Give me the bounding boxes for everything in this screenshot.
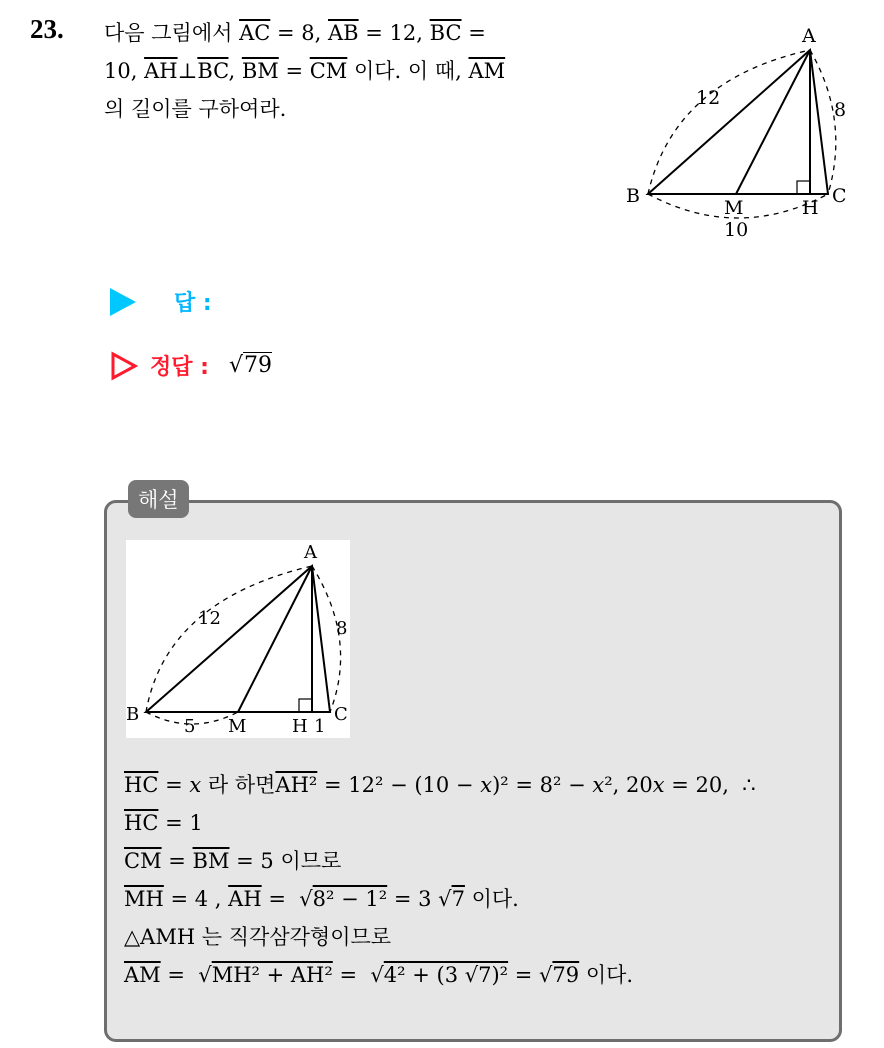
solution-label-bm: 5 (184, 716, 196, 737)
correct-answer-value: √79 (228, 353, 272, 378)
solution-tab: 해설 (128, 480, 189, 518)
correct-answer-row (110, 350, 272, 381)
right-angle-mark (797, 181, 810, 194)
solution-line-5: △AMH 는 직각삼각형이므로 (124, 925, 392, 949)
outline-arrow-icon (110, 351, 138, 381)
triangle-abc (648, 50, 828, 194)
solution-label-m: M (228, 716, 247, 737)
solution-line-2: $\overline{HC} = 1$ (124, 811, 203, 835)
question-line-3: 의 길이를 구하여라. (104, 97, 287, 121)
arc-ac (810, 50, 836, 194)
solution-label-h: H (292, 716, 308, 737)
label-h: H (802, 197, 819, 219)
solution-label-hc: 1 (314, 716, 326, 737)
label-bc: 10 (724, 219, 749, 241)
solution-line-4: $\overline{MH} = 4$ , $\overline{AH} = √8^2 - 1^2 = 3$ √7 이다. (124, 887, 519, 911)
label-ac: 8 (834, 99, 847, 121)
solution-median (238, 566, 312, 712)
correct-answer-label: 정답 : (150, 355, 209, 380)
solution-line-3: $\overline{CM} = \overline{BM} = 5$ 이므로 (124, 849, 342, 873)
question-number: 23. (30, 14, 64, 44)
solution-label-c: C (334, 704, 348, 725)
label-b: B (626, 185, 640, 207)
question-text (104, 14, 592, 128)
solution-triangle (146, 566, 330, 712)
question-line-1: 다음 그림에서 $\overline{AC} = 8$, $\overline{AB} = 12$, $\overline{BC}$ = (104, 21, 486, 45)
solution-line-6: $\overline{AM} = √MH^2 + AH^2 = √4^2 + (3$ √7)² = √79 이다. (124, 963, 634, 987)
solution-label-ab: 12 (198, 608, 221, 629)
label-m: M (724, 197, 744, 219)
label-ab: 12 (696, 87, 721, 109)
play-arrow-icon (110, 288, 136, 316)
solution-label-a: A (304, 542, 317, 563)
label-a: A (802, 25, 816, 47)
solution-figure (126, 540, 350, 738)
solution-label-ac: 8 (336, 618, 348, 639)
triangle-figure (614, 20, 860, 242)
answer-row (110, 286, 212, 317)
question-line-2: 10, $\overline{AH}\perp\overline{BC}$, $\overline{BM} = \overline{CM}$ 이다. 이 때, $\overline{AM}$ (104, 59, 506, 83)
solution-line-1: $\overline{HC} = x$ 라 하면AH² = 12² − (10 − x)² = 8² − x², 20x = 20, ∴ (124, 773, 756, 797)
solution-label-b: B (126, 704, 140, 725)
answer-label: 답 : (174, 291, 212, 316)
solution-text (124, 766, 756, 994)
solution-right-angle-mark (299, 699, 312, 712)
label-c: C (832, 185, 847, 207)
